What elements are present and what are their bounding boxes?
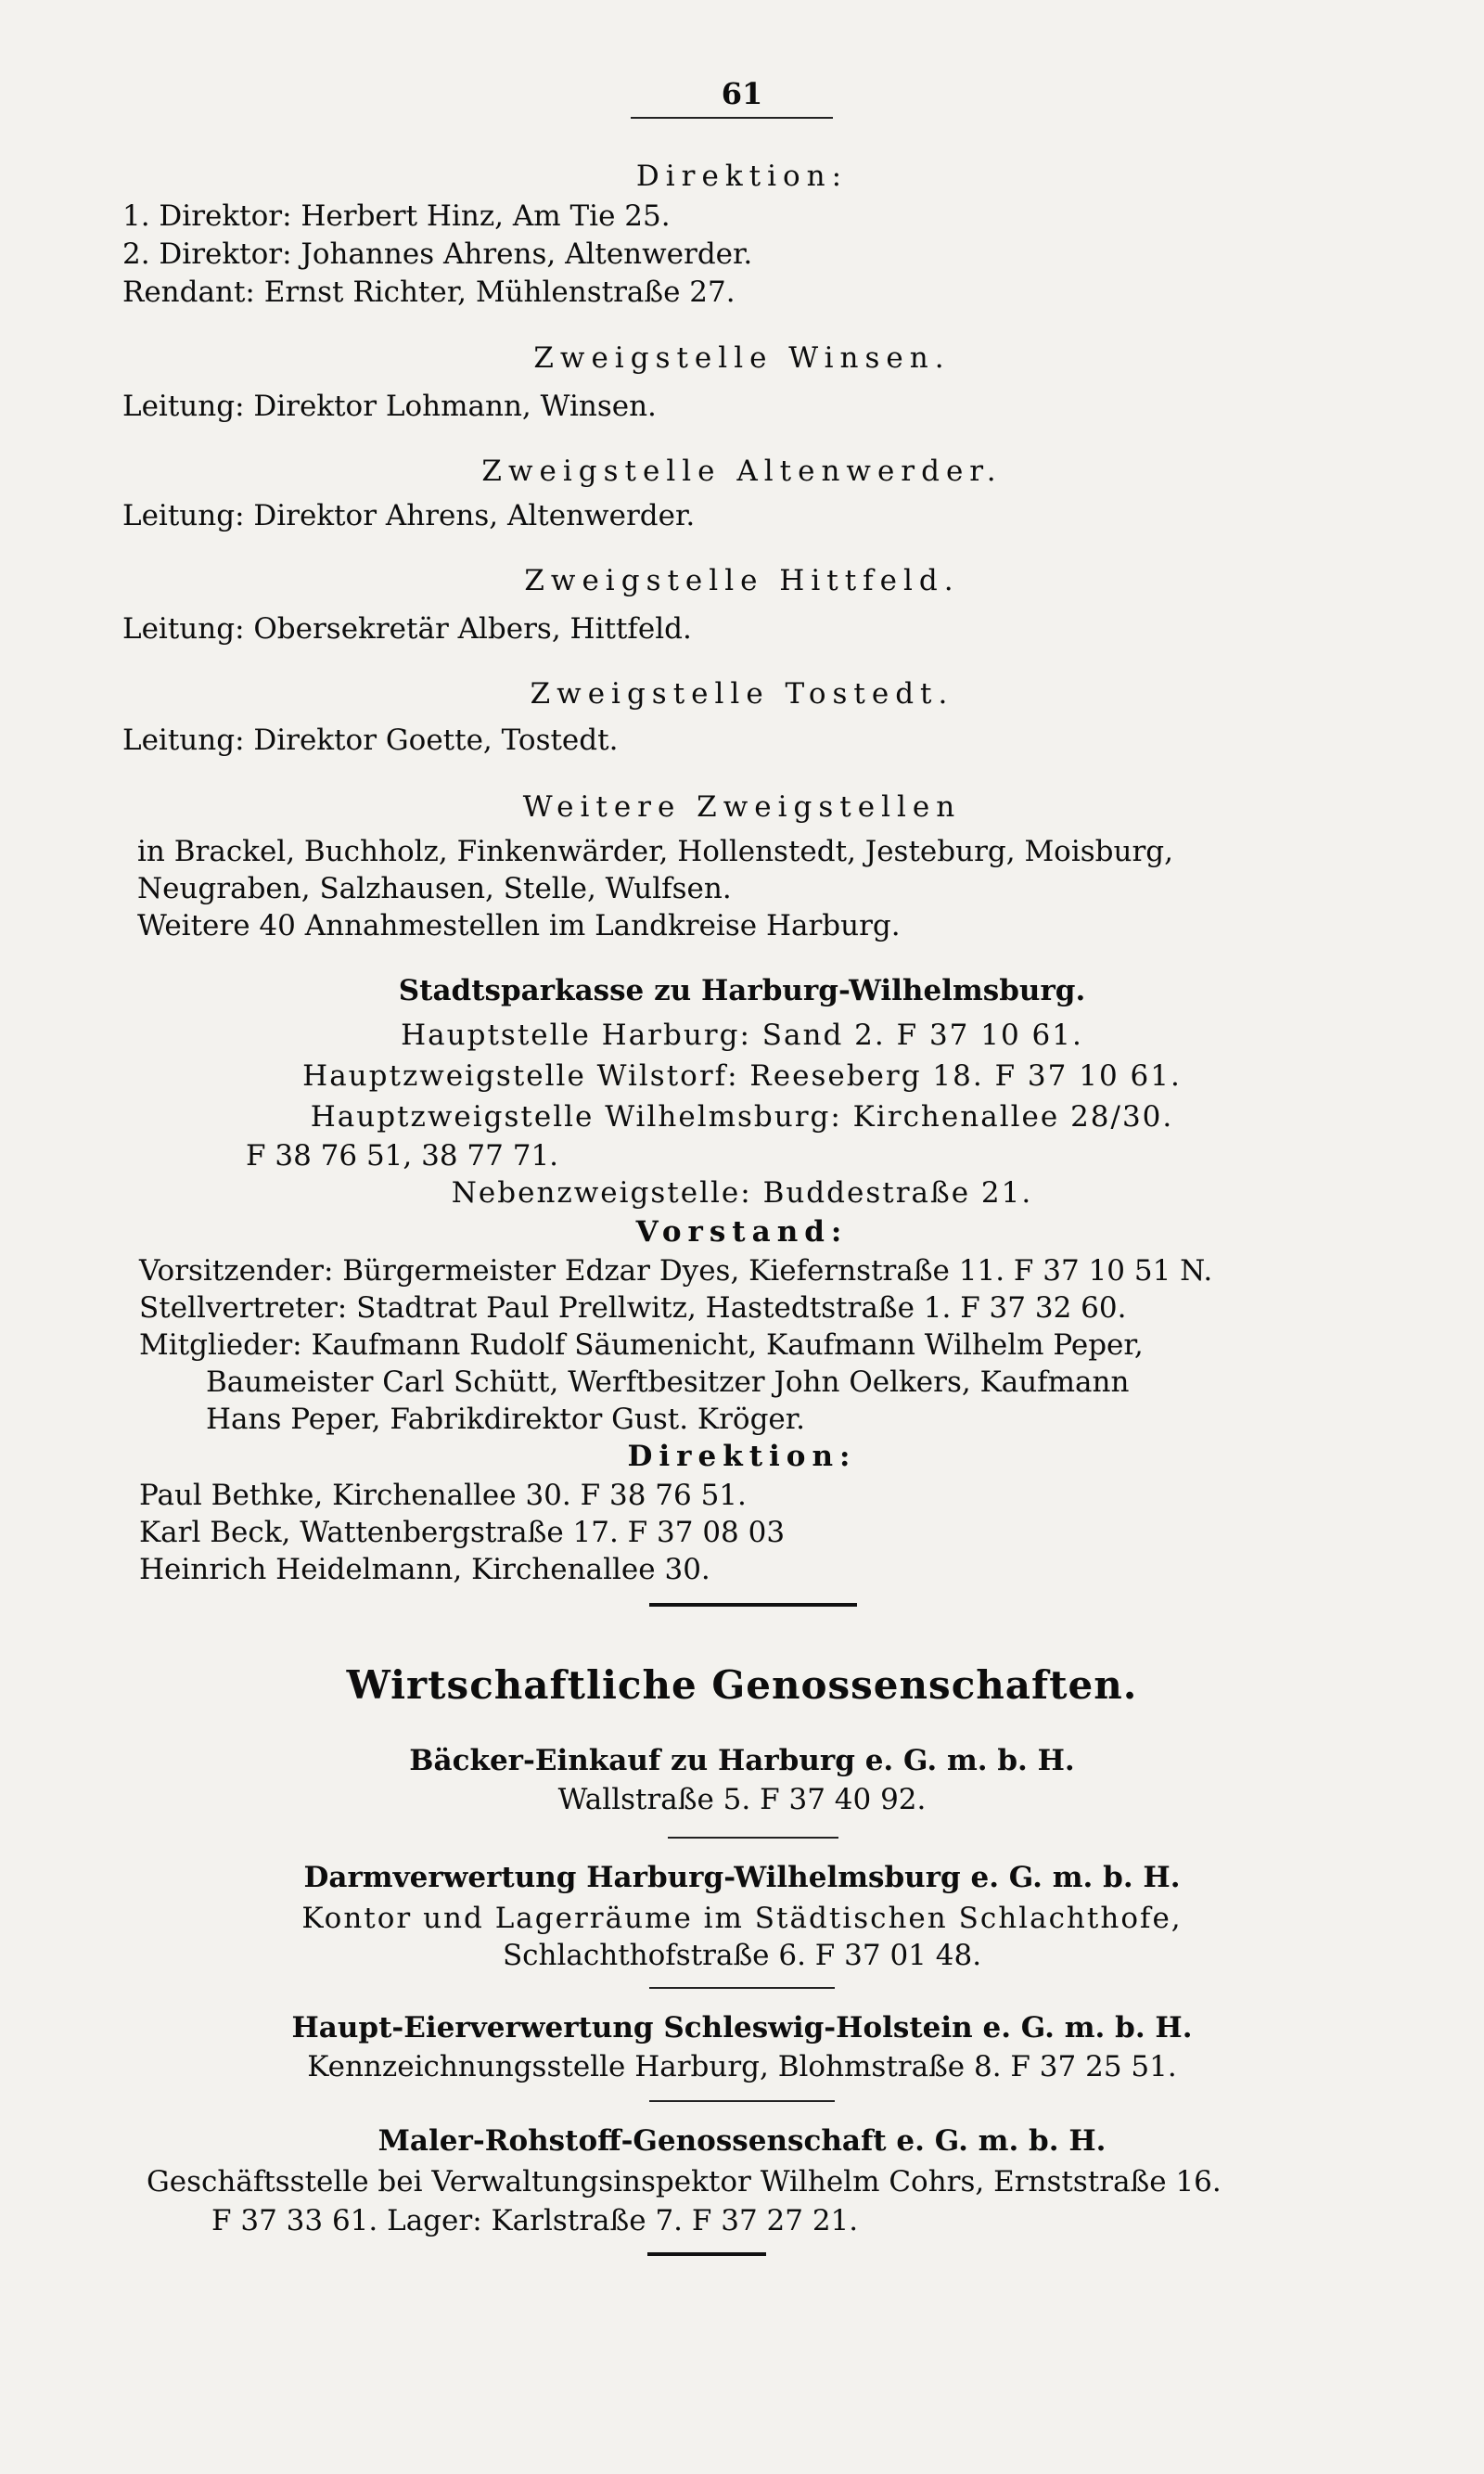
genossenschaft-line: Schlachthofstraße 6. F 37 01 48. <box>502 1939 982 1972</box>
vorstand-line: Mitglieder: Kaufmann Rudolf Säumenicht, Kaufmann Wilhelm Peper, <box>139 1328 1144 1362</box>
direktion2-line: Karl Beck, Wattenbergstraße 17. F 37 08 03 <box>139 1516 786 1549</box>
entry-divider <box>649 2100 835 2102</box>
genossenschaft-name: Bäcker-Einkauf zu Harburg e. G. m. b. H. <box>409 1744 1075 1777</box>
sparkasse-line: F 38 76 51, 38 77 71. <box>246 1139 559 1173</box>
branch-title: Zweigstelle Winsen. <box>533 341 951 375</box>
weitere-title: Weitere Zweigstellen <box>522 790 962 824</box>
genossenschaft-name: Maler-Rohstoff-Genossenschaft e. G. m. b. H. <box>377 2124 1107 2158</box>
branch-leitung: Leitung: Direktor Lohmann, Winsen. <box>122 390 657 423</box>
page-number-rule <box>631 117 833 119</box>
end-rule <box>647 2252 766 2256</box>
vorstand-line: Vorsitzender: Bürgermeister Edzar Dyes, Kiefernstraße 11. F 37 10 51 N. <box>139 1254 1213 1288</box>
genossenschaft-name: Darmverwertung Harburg-Wilhelmsburg e. G. m. b. H. <box>303 1861 1181 1894</box>
sparkasse-line: Hauptstelle Harburg: Sand 2. F 37 10 61. <box>401 1019 1083 1052</box>
branch-leitung: Leitung: Direktor Ahrens, Altenwerder. <box>122 499 696 532</box>
section-heading-direktion: Direktion: <box>635 160 849 193</box>
genossenschaft-line: Kontor und Lagerräume im Städtischen Schlachthofe, <box>301 1902 1183 1935</box>
entry-divider <box>649 1987 835 1989</box>
direktion2-line: Paul Bethke, Kirchenallee 30. F 38 76 51. <box>139 1479 747 1512</box>
sparkasse-line: Nebenzweigstelle: Buddestraße 21. <box>451 1176 1033 1210</box>
sparkasse-line: Hauptzweigstelle Wilstorf: Reeseberg 18. F 37 10 61. <box>302 1059 1182 1093</box>
direktion-line: 2. Direktor: Johannes Ahrens, Altenwerder. <box>122 237 753 271</box>
sparkasse-line: Hauptzweigstelle Wilhelmsburg: Kirchenallee 28/30. <box>310 1100 1174 1134</box>
vorstand-heading: Vorstand: <box>635 1215 849 1249</box>
genossenschaft-line: Wallstraße 5. F 37 40 92. <box>557 1783 927 1816</box>
weitere-line: Weitere 40 Annahmestellen im Landkreise Harburg. <box>137 909 901 942</box>
genossenschaft-name: Haupt-Eierverwertung Schleswig-Holstein e. G. m. b. H. <box>291 2011 1193 2045</box>
vorstand-line: Hans Peper, Fabrikdirektor Gust. Kröger. <box>206 1403 806 1436</box>
vorstand-line: Stellvertreter: Stadtrat Paul Prellwitz, Hastedtstraße 1. F 37 32 60. <box>139 1291 1127 1325</box>
direktion2-heading: Direktion: <box>627 1440 857 1473</box>
direktion-line: 1. Direktor: Herbert Hinz, Am Tie 25. <box>122 199 671 233</box>
direktion-line: Rendant: Ernst Richter, Mühlenstraße 27. <box>122 276 736 309</box>
weitere-line: Neugraben, Salzhausen, Stelle, Wulfsen. <box>137 872 732 905</box>
sparkasse-title: Stadtsparkasse zu Harburg-Wilhelmsburg. <box>398 974 1086 1007</box>
section-rule <box>649 1603 857 1607</box>
entry-divider <box>668 1837 838 1839</box>
genossenschaft-line: Kennzeichnungsstelle Harburg, Blohmstraße 8. F 37 25 51. <box>307 2050 1177 2083</box>
direktion2-line: Heinrich Heidelmann, Kirchenallee 30. <box>139 1553 710 1586</box>
page-number: 61 <box>721 76 763 111</box>
branch-title: Zweigstelle Hittfeld. <box>524 564 960 597</box>
genossenschaft-line: F 37 33 61. Lager: Karlstraße 7. F 37 27 21. <box>211 2204 859 2237</box>
genossenschaft-line: Geschäftsstelle bei Verwaltungsinspektor Wilhelm Cohrs, Ernststraße 16. <box>147 2165 1222 2198</box>
vorstand-line: Baumeister Carl Schütt, Werftbesitzer John Oelkers, Kaufmann <box>206 1365 1130 1399</box>
weitere-line: in Brackel, Buchholz, Finkenwärder, Hollenstedt, Jesteburg, Moisburg, <box>137 835 1173 868</box>
branch-title: Zweigstelle Altenwerder. <box>481 455 1003 488</box>
genossenschaften-title: Wirtschaftliche Genossenschaften. <box>346 1662 1138 1708</box>
branch-leitung: Leitung: Obersekretär Albers, Hittfeld. <box>122 612 692 646</box>
branch-leitung: Leitung: Direktor Goette, Tostedt. <box>122 724 619 757</box>
branch-title: Zweigstelle Tostedt. <box>530 677 954 711</box>
